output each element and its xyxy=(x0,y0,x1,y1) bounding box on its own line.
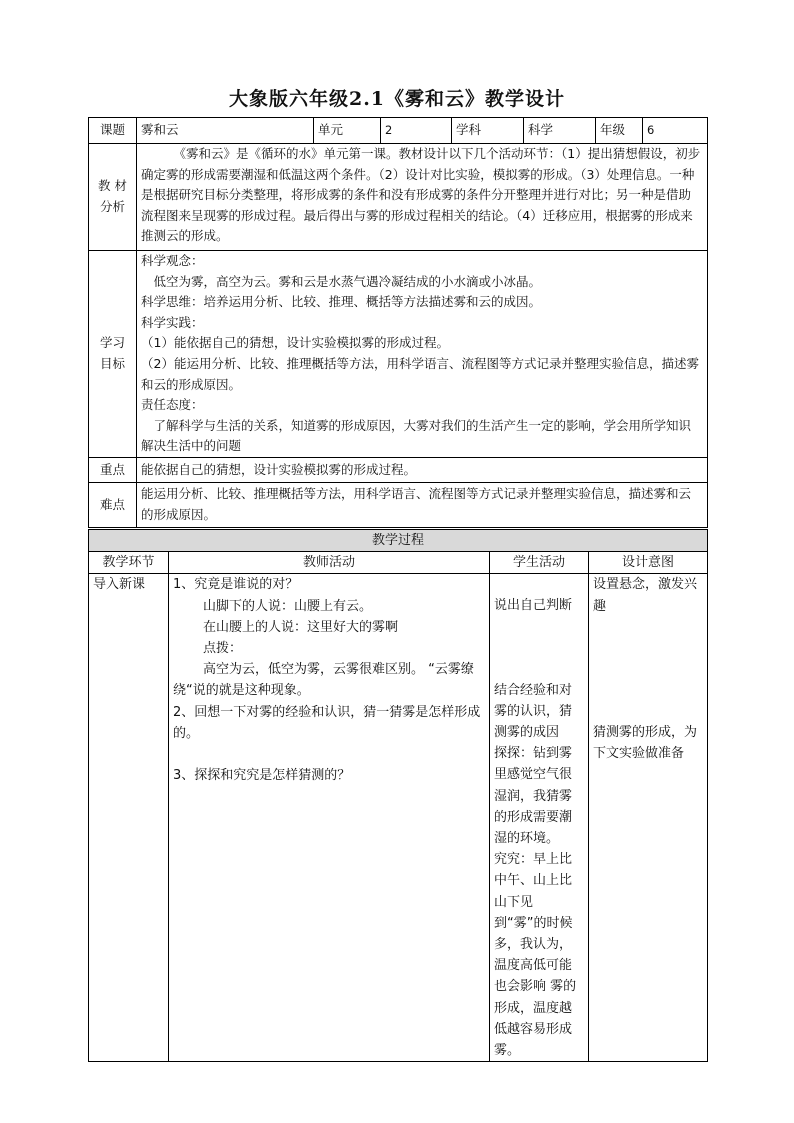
attitude-title: 责任态度： xyxy=(141,397,204,413)
analysis-label xyxy=(89,144,137,251)
unit-label: 单元 xyxy=(314,118,381,144)
analysis-text: 《雾和云》是《循环的水》单元第一课。教材设计以下几个活动环节：（1）提出猜想假设，初步确定雾的形成需要潮湿和低温这两个条件。（2）设计对比实验，模拟雾的形成。（3）处理信息。一种是根据研究目标分类整理，将形成雾的条件和没有形成雾的条件分开整理并进行对比；另一种是借助流程图来呈现雾的形成过程。最后得出与雾的形成过程相关的结论。（4）迁移应用，根据雾的形成来推测云的形成。 xyxy=(141,146,701,244)
analysis-row xyxy=(89,144,708,251)
student-s1: 说出自己判断 xyxy=(494,598,573,614)
col-stage-header: 教学环节 xyxy=(89,552,169,574)
teacher-q1: 1、究竟是谁说的对？ xyxy=(173,577,299,593)
teacher-q1-b: 在山腰上的人说：这里好大的雾啊 xyxy=(203,619,399,635)
student-activity-cell xyxy=(490,574,589,1062)
subject-label: 学科 xyxy=(452,118,524,144)
grade-value: 6 xyxy=(643,118,708,144)
col-student-header: 学生活动 xyxy=(490,552,589,574)
goals-row xyxy=(89,251,708,458)
concept-text: 低空为雾，高空为云。雾和云是水蒸气遇冷凝结成的小水滴或小冰晶。 xyxy=(153,273,542,289)
subject-value: 科学 xyxy=(524,118,596,144)
col-intent-header: 设计意图 xyxy=(589,552,708,574)
student-s3: 探探：钻到雾里感觉空气很湿润，我猜雾的形成需要潮湿的环境。 xyxy=(494,746,573,847)
stage-cell: 导入新课 xyxy=(89,574,169,1062)
col-teacher-header: 教师活动 xyxy=(169,552,490,574)
process-row-intro xyxy=(89,574,708,1062)
difficulty-text: 能运用分析、比较、推理概括等方法，用科学语言、流程图等方式记录并整理实验信息，描述雾和云的形成原因。 xyxy=(137,482,708,527)
intent-i1: 设置悬念，激发兴趣 xyxy=(593,577,698,614)
lesson-info-table xyxy=(88,117,708,528)
intent-cell xyxy=(589,574,708,1062)
student-s4: 究究：早上比中午、山上比山下见到“雾”的时候多，我认为，温度高低可能也会影响 雾的形成，温度越低越容易形成雾。 xyxy=(494,852,577,1059)
attitude-text: 了解科学与生活的关系，知道雾的形成原因，大雾对我们的生活产生一定的影响，学会用所学知识解决生活中的问题 xyxy=(141,417,692,454)
goals-cell xyxy=(137,251,708,458)
goals-label-line-1: 学习 xyxy=(99,335,125,351)
analysis-label-line-1: 教 材 xyxy=(98,178,127,194)
lesson-value: 雾和云 xyxy=(137,118,314,144)
difficulty-row xyxy=(89,482,708,527)
thinking-text: 科学思维：培养运用分析、比较、推理、概括等方法描述雾和云的成因。 xyxy=(141,294,542,310)
difficulty-label: 难点 xyxy=(89,482,137,527)
key-point-text: 能依据自己的猜想，设计实验模拟雾的形成过程。 xyxy=(137,457,708,482)
teacher-q1-a: 山脚下的人说：山腰上有云。 xyxy=(203,598,373,614)
process-header-row xyxy=(89,552,708,574)
teacher-q1-c: 点拨： xyxy=(203,641,243,657)
concept-title: 科学观念： xyxy=(141,253,204,268)
goals-label-line-2: 目标 xyxy=(99,355,125,371)
process-title: 教学过程 xyxy=(89,530,708,552)
student-s2: 结合经验和对雾的认识，猜测雾的成因 xyxy=(494,682,573,741)
analysis-text-cell xyxy=(137,144,708,251)
teaching-process-table xyxy=(88,529,708,1062)
page-title: 大象版六年级2.1《雾和云》教学设计 xyxy=(228,88,566,110)
key-point-row xyxy=(89,457,708,482)
key-point-label: 重点 xyxy=(89,457,137,482)
process-title-row xyxy=(89,530,708,552)
teacher-q3: 3、探探和究究是怎样猜测的？ xyxy=(173,768,351,784)
teacher-q1-d: 高空为云，低空为雾，云雾很难区别。 “云雾缭绕“说的就是这种现象。 xyxy=(173,662,474,699)
teacher-q2: 2、回想一下对雾的经验和认识，猜一猜雾是怎样形成的。 xyxy=(173,704,481,741)
practice-item-2: （2）能运用分析、比较、推理概括等方法，用科学语言、流程图等方式记录并整理实验信息，描述雾和云的形成原因。 xyxy=(141,355,699,392)
header-row xyxy=(89,118,708,144)
unit-value: 2 xyxy=(381,118,452,144)
teacher-activity-cell xyxy=(169,574,490,1062)
analysis-label-line-2: 分析 xyxy=(99,199,125,214)
lesson-label: 课题 xyxy=(89,118,137,144)
practice-item-1: （1）能依据自己的猜想，设计实验模拟雾的形成过程。 xyxy=(141,335,449,351)
goals-label xyxy=(89,251,137,458)
grade-label: 年级 xyxy=(596,118,643,144)
practice-title: 科学实践： xyxy=(141,314,204,330)
intent-i2: 猜测雾的形成，为下文实验做准备 xyxy=(593,724,698,762)
